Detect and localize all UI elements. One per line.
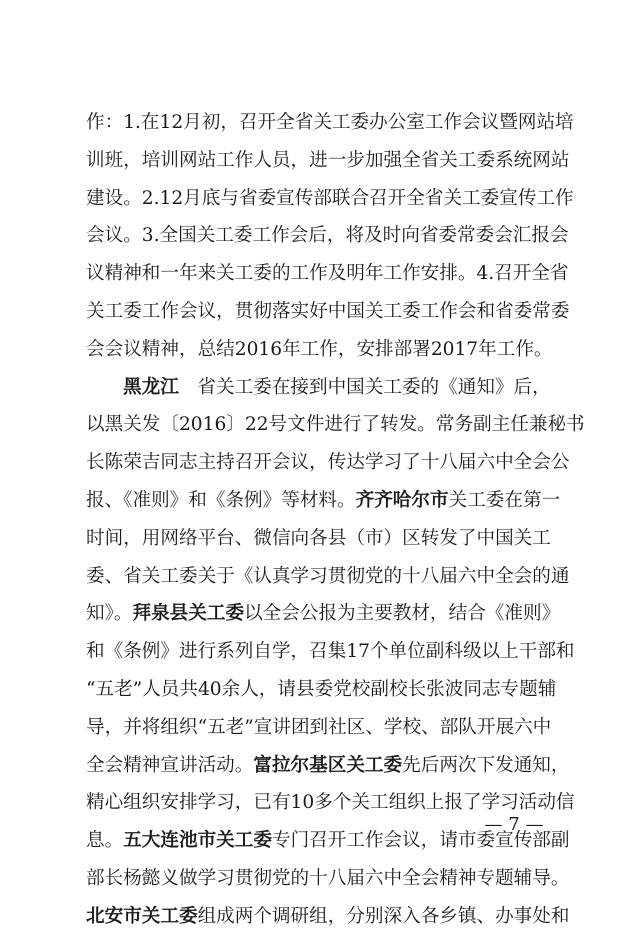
paragraph-line: 训班，培训网站工作人员，进一步加强全省关工委系统网站 xyxy=(86,149,570,171)
text-run: 知》。 xyxy=(86,603,133,625)
paragraph-line xyxy=(86,898,570,936)
paragraph-line: “五老”人员共40余人，请县委党校副校长张波同志专题辅 xyxy=(86,678,557,700)
paragraph-line: 议精神和一年来关工委的工作及明年工作安排。4.召开全省 xyxy=(86,263,569,285)
paragraph-line: 部长杨懿义做学习贯彻党的十八届六中全会精神专题辅导。 xyxy=(86,867,570,889)
paragraph-line xyxy=(86,482,561,520)
text-run: 息。 xyxy=(86,830,124,852)
paragraph-line: 关工委工作会议，贯彻落实好中国关工委工作会和省委常委 xyxy=(86,300,570,322)
org-name: 富拉尔基区关工委 xyxy=(253,754,403,776)
text-run: 关工委在第一 xyxy=(448,489,561,511)
paragraph-line: 会会议精神，总结2016年工作，安排部署2017年工作。 xyxy=(86,338,553,360)
paragraph-line: 导，并将组织“五老”宣讲团到社区、学校、部队开展六中 xyxy=(86,716,552,738)
paragraph-line xyxy=(86,595,561,633)
text-run: 先后两次下发通知， xyxy=(402,754,570,776)
paragraph-line xyxy=(86,822,570,860)
paragraph-line: 建设。2.12月底与省委宣传部联合召开全省关工委宣传工作 xyxy=(86,187,574,209)
text-run: 组成两个调研组，分别深入各乡镇、办事处和 xyxy=(197,905,570,927)
text-run: 全会精神宣讲活动。 xyxy=(86,754,254,776)
paragraph-line xyxy=(86,747,570,785)
paragraph-line: 精心组织安排学习，已有10多个关工组织上报了学习活动信 xyxy=(86,792,575,814)
paragraph-line: 会议。3.全国关工委工作会后，将及时向省委常委会汇报会 xyxy=(86,225,569,247)
paragraph-line: 时间，用网络平台、微信向各县（市）区转发了中国关工 xyxy=(86,527,551,549)
document-body xyxy=(86,104,585,936)
paragraph-line: 作：1.在12月初，召开全省关工委办公室工作会议暨网站培 xyxy=(86,112,574,133)
org-name: 北安市关工委 xyxy=(86,905,198,927)
text-run: 报、《准则》和《条例》等材料。 xyxy=(86,489,356,511)
org-name: 五大连池市关工委 xyxy=(123,830,272,852)
paragraph-line: 委、省关工委关于《认真学习贯彻党的十八届六中全会的通 xyxy=(86,565,570,587)
paragraph-line: 和《条例》进行系列自学，召集17个单位副科级以上干部和 xyxy=(86,641,575,663)
paragraph-line xyxy=(86,369,551,407)
page-number: — 7 — xyxy=(484,814,544,835)
org-name: 拜泉县关工委 xyxy=(132,603,245,625)
paragraph-line: 长陈荣吉同志主持召开会议，传达学习了十八届六中全会公 xyxy=(86,452,570,474)
text-run: 以全会公报为主要教材，结合《准则》 xyxy=(244,603,561,625)
text-run: 省关工委在接到中国关工委的《通知》后， xyxy=(197,376,551,398)
text-run: 专门召开工作会议，请市委宣传部副 xyxy=(271,830,570,852)
region-heading: 黑龙江 xyxy=(123,376,179,398)
paragraph-line: 以黑关发〔2016〕22号文件进行了转发。常务副主任兼秘书 xyxy=(86,414,585,436)
org-name: 齐齐哈尔市 xyxy=(355,489,449,511)
